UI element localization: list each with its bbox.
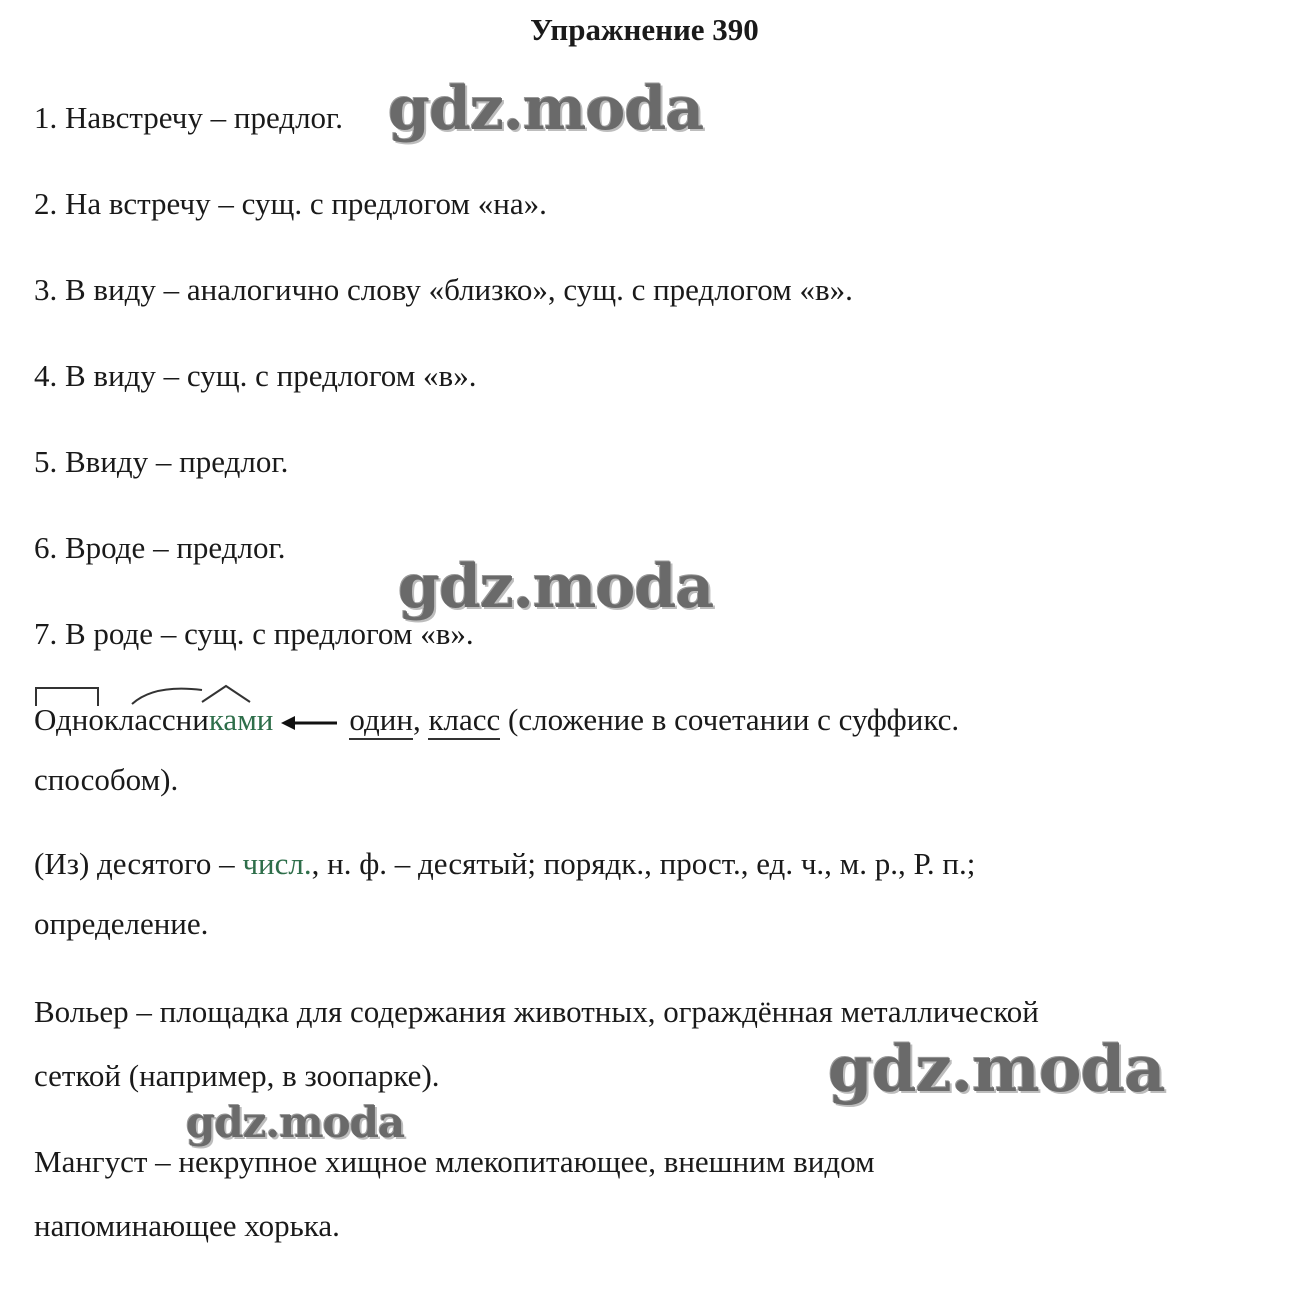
numeral-prefix: (Из) десятого – [34,846,243,881]
analyzed-word [34,702,273,738]
source-word-2: класс [428,702,500,740]
explanation: (сложение в сочетании с суффикс. [500,702,960,737]
watermark-logo: gdz.moda [186,1098,405,1147]
watermark-logo: gdz.moda [828,1032,1165,1107]
list-item: 3. В виду – аналогично слову «близко», сущ. с предлогом «в». [34,272,853,307]
separator: , [412,702,429,737]
list-item: 7. В роде – сущ. с предлогом «в». [34,616,474,651]
numeral-analysis-cont: определение. [34,906,209,941]
list-item: 6. Вроде – предлог. [34,530,286,565]
word-root: Одноклассни [34,702,209,737]
word-ending: ками [208,702,274,737]
source-word-1: один [349,702,413,740]
definition-line: Мангуст – некрупное хищное млекопитающее, внешним видом [34,1144,875,1179]
definition-line: напоминающее хорька. [34,1208,340,1243]
list-item: 5. Ввиду – предлог. [34,444,289,479]
morpheme-marks-icon [34,682,274,712]
numeral-rest: , н. ф. – десятый; порядк., прост., ед. ч., м. р., Р. п.; [311,846,976,881]
numeral-analysis [34,846,975,882]
numeral-pos: числ. [242,846,312,881]
explanation-cont: способом). [34,762,179,797]
watermark-logo: gdz.moda [398,552,714,622]
list-item: 4. В виду – сущ. с предлогом «в». [34,358,477,393]
list-item: 2. На встречу – сущ. с предлогом «на». [34,186,547,221]
list-item: 1. Навстречу – предлог. [34,100,344,135]
definition-line: сеткой (например, в зоопарке). [34,1058,440,1093]
word-formation-line [34,702,959,738]
page-title: Упражнение 390 [530,12,759,47]
definition-line: Вольер – площадка для содержания животных, ограждённая металлической [34,994,1039,1029]
arrow-left-icon [281,713,337,733]
watermark-logo: gdz.moda [388,74,704,144]
